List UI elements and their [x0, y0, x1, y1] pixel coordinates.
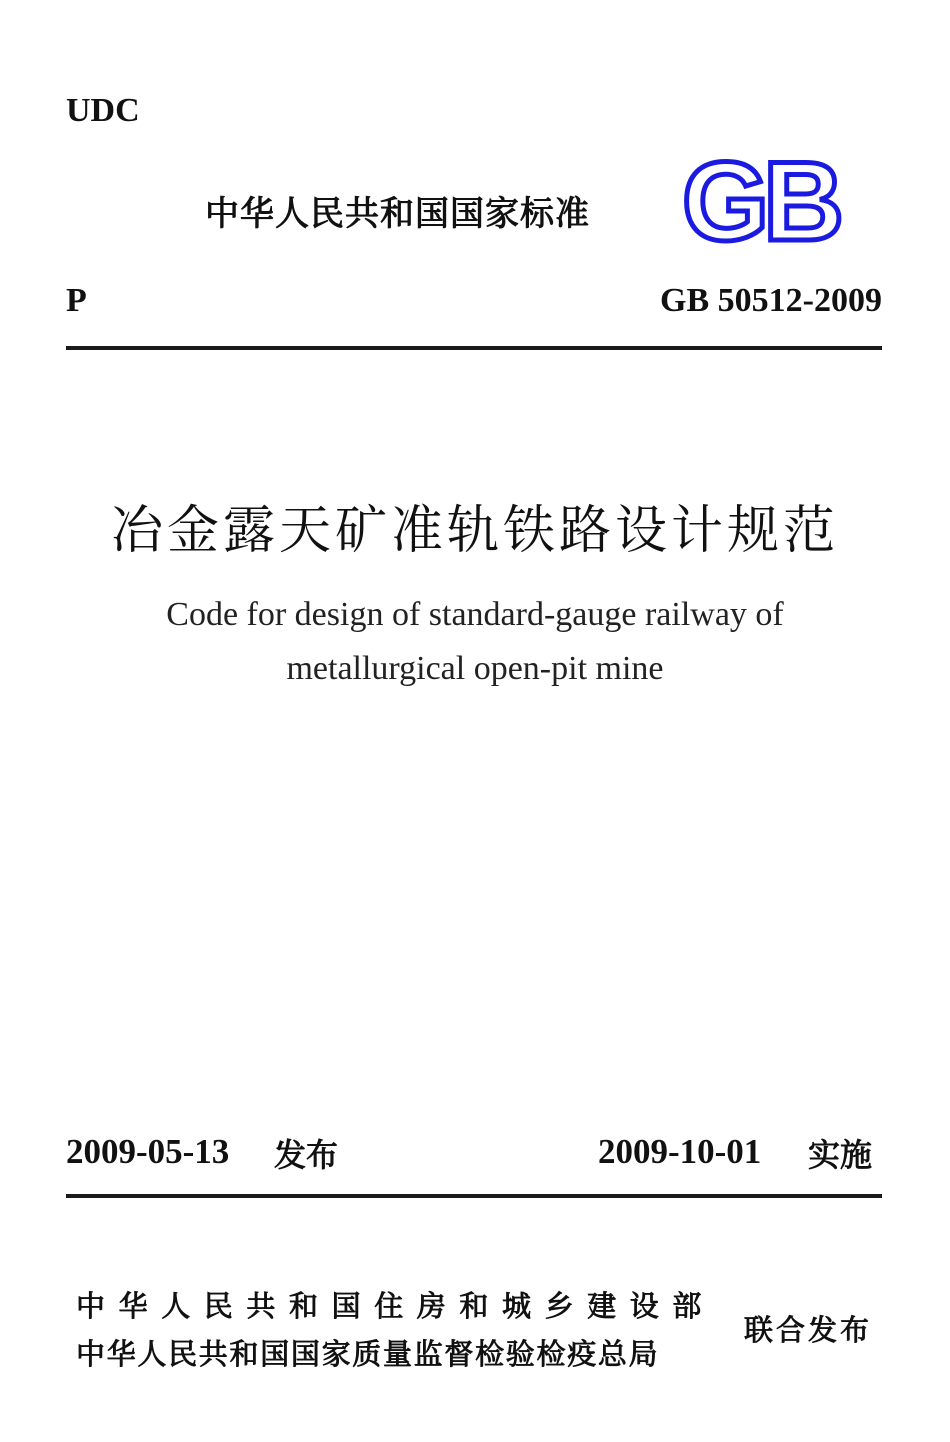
- english-title-line-2: metallurgical open-pit mine: [286, 650, 664, 687]
- gb-logo-graphic: [678, 150, 858, 250]
- national-standard-label: 中华人民共和国国家标准: [205, 194, 590, 234]
- chinese-title: 冶金露天矿准轨铁路设计规范: [110, 501, 839, 561]
- issue-label: 发布: [274, 1136, 339, 1174]
- issue-date: 2009-05-13: [66, 1132, 230, 1171]
- top-divider: [66, 346, 882, 350]
- english-title-line-1: Code for design of standard-gauge railway of: [166, 596, 784, 633]
- issuer-aqsiq: 中华人民共和国国家质量监督检验检疫总局: [76, 1337, 660, 1371]
- gb-logo-text: GB: [682, 150, 838, 250]
- issuer-ministry-housing: 中华人民共和国住房和城乡建设部: [76, 1289, 716, 1323]
- standard-number: GB 50512-2009: [660, 282, 882, 319]
- classification-code: P: [66, 282, 87, 319]
- udc-label: UDC: [66, 92, 140, 129]
- gb-logo: [678, 150, 858, 250]
- implementation-label: 实施: [808, 1136, 873, 1174]
- implementation-date: 2009-10-01: [598, 1132, 762, 1171]
- joint-issue-label: 联合发布: [744, 1313, 873, 1347]
- bottom-divider: [66, 1194, 882, 1198]
